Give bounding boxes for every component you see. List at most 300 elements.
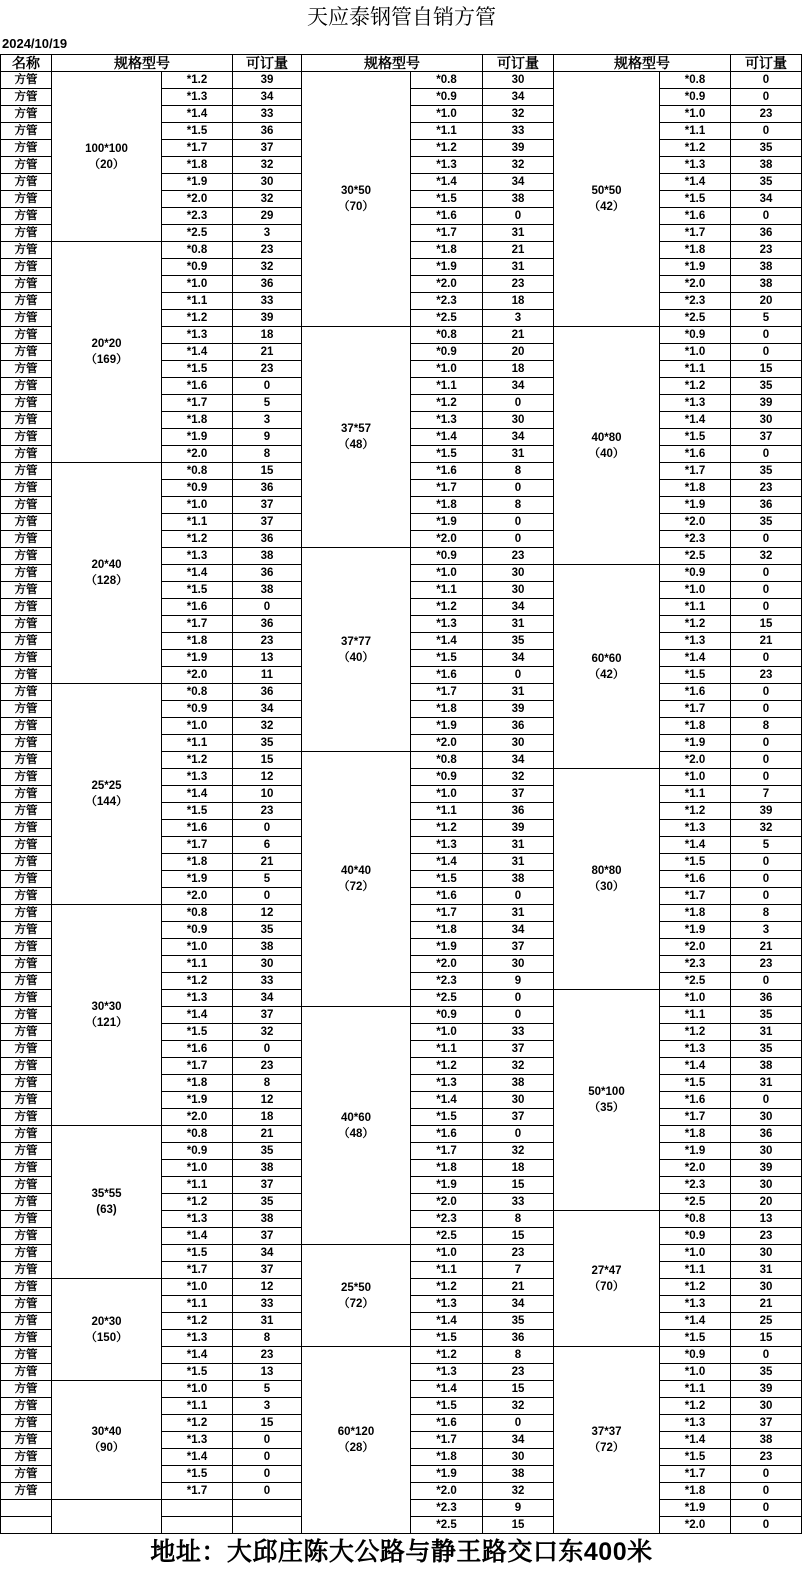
spec-size: 80*80: [591, 865, 622, 877]
row-name-cell: 方管: [1, 242, 52, 259]
thickness-cell: *1.0: [162, 497, 233, 514]
quantity-cell: 8: [483, 1211, 554, 1228]
spec-size: 50*50: [591, 185, 622, 197]
spec-group-cell: [52, 72, 162, 242]
quantity-cell: 15: [483, 1517, 554, 1534]
row-name-cell: 方管: [1, 803, 52, 820]
quantity-cell: 21: [233, 1126, 302, 1143]
thickness-cell: *2.0: [411, 956, 483, 973]
quantity-cell: 37: [233, 1228, 302, 1245]
quantity-cell: 3: [233, 225, 302, 242]
quantity-cell: 34: [483, 922, 554, 939]
spec-size: 25*25: [91, 780, 122, 792]
thickness-cell: *1.3: [660, 1296, 731, 1313]
quantity-cell: 30: [483, 1449, 554, 1466]
spec-size: 50*100: [588, 1086, 625, 1098]
thickness-cell: *1.5: [162, 1364, 233, 1381]
row-name-cell: 方管: [1, 1432, 52, 1449]
row-name-cell: 方管: [1, 1160, 52, 1177]
quantity-cell: 31: [483, 905, 554, 922]
thickness-cell: *0.9: [411, 344, 483, 361]
quantity-cell: 35: [731, 378, 802, 395]
quantity-cell: 32: [233, 191, 302, 208]
thickness-cell: *1.1: [411, 582, 483, 599]
quantity-cell: 30: [731, 412, 802, 429]
quantity-cell: 34: [731, 191, 802, 208]
thickness-cell: *1.5: [162, 582, 233, 599]
quantity-cell: 0: [731, 871, 802, 888]
quantity-cell: 0: [483, 480, 554, 497]
quantity-cell: 39: [483, 820, 554, 837]
row-name-cell: 方管: [1, 616, 52, 633]
thickness-cell: *1.6: [411, 888, 483, 905]
thickness-cell: *1.9: [162, 174, 233, 191]
quantity-cell: 37: [233, 514, 302, 531]
thickness-cell: *1.1: [411, 803, 483, 820]
spec-group-cell: [554, 1211, 660, 1347]
thickness-cell: *1.6: [660, 446, 731, 463]
row-name-cell: 方管: [1, 1143, 52, 1160]
quantity-cell: 36: [731, 225, 802, 242]
thickness-cell: *1.3: [162, 548, 233, 565]
quantity-cell: 36: [233, 480, 302, 497]
quantity-cell: 0: [731, 1466, 802, 1483]
row-name-cell: 方管: [1, 1194, 52, 1211]
quantity-cell: 8: [483, 1347, 554, 1364]
thickness-cell: *1.1: [411, 1262, 483, 1279]
quantity-cell: 38: [731, 259, 802, 276]
spec-size: 20*30: [91, 1315, 122, 1328]
quantity-cell: 36: [731, 990, 802, 1007]
quantity-cell: 32: [483, 769, 554, 786]
thickness-cell: *1.6: [162, 820, 233, 837]
thickness-cell: *0.8: [162, 905, 233, 922]
quantity-cell: 0: [731, 208, 802, 225]
thickness-cell: *1.7: [660, 888, 731, 905]
row-name-cell: 方管: [1, 1211, 52, 1228]
quantity-cell: 0: [483, 1415, 554, 1432]
thickness-cell: *1.9: [411, 259, 483, 276]
quantity-cell: 34: [233, 89, 302, 106]
spec-size: 40*60: [340, 1111, 372, 1124]
quantity-cell: 39: [731, 803, 802, 820]
quantity-cell: 3: [483, 310, 554, 327]
quantity-cell: 32: [483, 106, 554, 123]
row-name-cell: 方管: [1, 378, 52, 395]
thickness-cell: *1.4: [411, 1313, 483, 1330]
quantity-cell: 0: [731, 701, 802, 718]
thickness-cell: *0.9: [162, 922, 233, 939]
quantity-cell: 32: [483, 1398, 554, 1415]
quantity-cell: 21: [483, 327, 554, 344]
row-name-cell: 方管: [1, 1058, 52, 1075]
row-name-cell: 方管: [1, 140, 52, 157]
thickness-cell: *1.1: [411, 1041, 483, 1058]
thickness-cell: *1.6: [162, 599, 233, 616]
thickness-cell: *0.9: [411, 1007, 483, 1024]
quantity-cell: 3: [233, 412, 302, 429]
thickness-cell: *0.8: [411, 752, 483, 769]
header-qty: 可订量: [483, 55, 554, 72]
quantity-cell: 38: [233, 582, 302, 599]
quantity-cell: 15: [483, 1177, 554, 1194]
thickness-cell: *1.3: [660, 395, 731, 412]
row-name-cell: 方管: [1, 1415, 52, 1432]
thickness-cell: *1.7: [411, 1143, 483, 1160]
quantity-cell: 39: [233, 72, 302, 89]
thickness-cell: *1.1: [660, 123, 731, 140]
thickness-cell: *1.1: [162, 735, 233, 752]
thickness-cell: *2.0: [162, 446, 233, 463]
thickness-cell: *2.5: [411, 1228, 483, 1245]
quantity-cell: 30: [731, 1398, 802, 1415]
quantity-cell: 32: [233, 718, 302, 735]
thickness-cell: *1.5: [411, 446, 483, 463]
quantity-cell: 23: [233, 633, 302, 650]
quantity-cell: 8: [233, 1330, 302, 1347]
quantity-cell: 21: [731, 939, 802, 956]
thickness-cell: *1.0: [162, 1160, 233, 1177]
spec-total: （48）: [338, 1127, 374, 1140]
quantity-cell: 21: [233, 854, 302, 871]
thickness-cell: *2.0: [660, 514, 731, 531]
thickness-cell: *2.3: [660, 1177, 731, 1194]
spec-total: （42）: [588, 201, 625, 213]
thickness-cell: *0.9: [411, 769, 483, 786]
quantity-cell: 34: [233, 990, 302, 1007]
quantity-cell: 0: [731, 888, 802, 905]
thickness-cell: *1.0: [162, 1279, 233, 1296]
quantity-cell: 39: [483, 701, 554, 718]
quantity-cell: 31: [483, 684, 554, 701]
thickness-cell: *0.9: [660, 327, 731, 344]
thickness-cell: *1.0: [162, 276, 233, 293]
row-name-cell: 方管: [1, 1075, 52, 1092]
quantity-cell: 10: [233, 786, 302, 803]
spec-group-cell: [554, 990, 660, 1211]
thickness-cell: *1.8: [162, 854, 233, 871]
row-name-cell: 方管: [1, 990, 52, 1007]
thickness-cell: *1.3: [411, 616, 483, 633]
quantity-cell: 0: [731, 89, 802, 106]
thickness-cell: *2.5: [411, 990, 483, 1007]
row-name-cell: 方管: [1, 1296, 52, 1313]
row-name-cell: 方管: [1, 497, 52, 514]
thickness-cell: *1.0: [411, 1245, 483, 1262]
thickness-cell: *1.3: [411, 412, 483, 429]
quantity-cell: 33: [483, 1194, 554, 1211]
quantity-cell: 30: [483, 1092, 554, 1109]
quantity-cell: 15: [233, 1415, 302, 1432]
quantity-cell: 12: [233, 1092, 302, 1109]
quantity-cell: 32: [483, 1483, 554, 1500]
thickness-cell: *1.9: [162, 1092, 233, 1109]
quantity-cell: 37: [483, 939, 554, 956]
quantity-cell: 0: [731, 1092, 802, 1109]
quantity-cell: [233, 1500, 302, 1517]
thickness-cell: *0.9: [162, 259, 233, 276]
quantity-cell: 15: [731, 616, 802, 633]
thickness-cell: *1.5: [411, 650, 483, 667]
quantity-cell: 23: [233, 1347, 302, 1364]
quantity-cell: 15: [483, 1381, 554, 1398]
row-name-cell: 方管: [1, 973, 52, 990]
thickness-cell: *0.8: [660, 72, 731, 89]
row-name-cell: 方管: [1, 1177, 52, 1194]
stock-table-body: [1, 55, 802, 1534]
header-spec: 规格型号: [302, 55, 483, 72]
row-name-cell: 方管: [1, 786, 52, 803]
thickness-cell: *0.9: [660, 1228, 731, 1245]
thickness-cell: *2.5: [411, 1517, 483, 1534]
row-name-cell: 方管: [1, 1262, 52, 1279]
quantity-cell: 23: [731, 242, 802, 259]
spec-total: （40）: [588, 447, 625, 460]
thickness-cell: *0.8: [660, 1211, 731, 1228]
quantity-cell: 21: [731, 1296, 802, 1313]
quantity-cell: [233, 1517, 302, 1534]
thickness-cell: *1.4: [660, 174, 731, 191]
quantity-cell: 0: [233, 820, 302, 837]
thickness-cell: *1.1: [660, 786, 731, 803]
quantity-cell: 31: [483, 854, 554, 871]
thickness-cell: *1.3: [411, 1364, 483, 1381]
quantity-cell: 13: [233, 1364, 302, 1381]
thickness-cell: *1.3: [411, 837, 483, 854]
thickness-cell: *0.8: [411, 327, 483, 344]
thickness-cell: *1.3: [660, 633, 731, 650]
thickness-cell: *1.3: [162, 327, 233, 344]
quantity-cell: 0: [731, 752, 802, 769]
quantity-cell: 36: [483, 1330, 554, 1347]
spec-size: 20*40: [91, 559, 122, 571]
quantity-cell: 0: [731, 650, 802, 667]
quantity-cell: 35: [731, 463, 802, 480]
thickness-cell: *1.2: [660, 378, 731, 395]
thickness-cell: *1.7: [162, 1262, 233, 1279]
quantity-cell: 0: [731, 854, 802, 871]
thickness-cell: *2.3: [411, 1500, 483, 1517]
quantity-cell: 25: [731, 1313, 802, 1330]
thickness-cell: *2.0: [162, 1109, 233, 1126]
thickness-cell: *1.6: [411, 208, 483, 225]
spec-group-cell: [302, 1347, 411, 1534]
quantity-cell: 6: [233, 837, 302, 854]
thickness-cell: *1.1: [162, 293, 233, 310]
spec-group-cell: [302, 72, 411, 327]
thickness-cell: *1.5: [162, 1024, 233, 1041]
thickness-cell: *1.0: [162, 718, 233, 735]
row-name-cell: 方管: [1, 463, 52, 480]
row-name-cell: 方管: [1, 157, 52, 174]
quantity-cell: 33: [233, 106, 302, 123]
thickness-cell: *1.0: [660, 106, 731, 123]
spec-group-cell: [302, 752, 411, 1007]
thickness-cell: *0.9: [660, 89, 731, 106]
quantity-cell: 36: [233, 276, 302, 293]
spec-total: （48）: [338, 439, 374, 451]
thickness-cell: *2.0: [162, 888, 233, 905]
quantity-cell: 15: [731, 1330, 802, 1347]
thickness-cell: *1.0: [411, 786, 483, 803]
quantity-cell: 34: [483, 429, 554, 446]
quantity-cell: 32: [731, 820, 802, 837]
date-label: 2024/10/19: [2, 36, 68, 51]
thickness-cell: *1.3: [411, 157, 483, 174]
quantity-cell: 23: [483, 548, 554, 565]
quantity-cell: 0: [731, 769, 802, 786]
thickness-cell: *2.3: [411, 973, 483, 990]
spec-size: 60*60: [591, 652, 622, 665]
thickness-cell: *1.0: [660, 1364, 731, 1381]
thickness-cell: *1.2: [660, 140, 731, 157]
row-name-cell: 方管: [1, 514, 52, 531]
quantity-cell: 0: [233, 1449, 302, 1466]
thickness-cell: *1.9: [660, 1500, 731, 1517]
quantity-cell: 33: [233, 293, 302, 310]
thickness-cell: *1.4: [660, 1432, 731, 1449]
thickness-cell: *1.1: [162, 1398, 233, 1415]
thickness-cell: *1.9: [411, 1466, 483, 1483]
quantity-cell: 18: [233, 327, 302, 344]
thickness-cell: *1.0: [660, 582, 731, 599]
spec-size: 60*120: [337, 1426, 375, 1438]
thickness-cell: *0.9: [411, 89, 483, 106]
thickness-cell: *1.9: [411, 514, 483, 531]
quantity-cell: 20: [731, 293, 802, 310]
thickness-cell: *1.4: [411, 633, 483, 650]
row-name-cell: 方管: [1, 1364, 52, 1381]
quantity-cell: 33: [233, 1296, 302, 1313]
row-name-cell: 方管: [1, 327, 52, 344]
thickness-cell: *0.8: [162, 1126, 233, 1143]
thickness-cell: *1.6: [660, 1092, 731, 1109]
thickness-cell: *1.8: [162, 157, 233, 174]
spec-total: （30）: [588, 881, 625, 893]
thickness-cell: *1.2: [660, 616, 731, 633]
row-name-cell: 方管: [1, 769, 52, 786]
thickness-cell: *0.9: [660, 1347, 731, 1364]
quantity-cell: 35: [233, 1194, 302, 1211]
spec-size: 40*40: [340, 865, 372, 877]
quantity-cell: 36: [233, 565, 302, 582]
quantity-cell: 7: [483, 1262, 554, 1279]
quantity-cell: 0: [731, 531, 802, 548]
thickness-cell: *1.2: [660, 1279, 731, 1296]
quantity-cell: 0: [731, 327, 802, 344]
spec-size: 30*50: [340, 185, 372, 197]
header-name: 名称: [1, 55, 52, 72]
thickness-cell: *1.2: [411, 395, 483, 412]
quantity-cell: 0: [483, 208, 554, 225]
quantity-cell: 9: [483, 1500, 554, 1517]
thickness-cell: *1.5: [162, 361, 233, 378]
thickness-cell: *0.8: [162, 463, 233, 480]
spec-group-cell: [52, 242, 162, 463]
quantity-cell: 37: [233, 1007, 302, 1024]
quantity-cell: 36: [233, 616, 302, 633]
row-name-cell: 方管: [1, 174, 52, 191]
quantity-cell: 11: [233, 667, 302, 684]
row-name-cell: 方管: [1, 106, 52, 123]
header-spec: 规格型号: [554, 55, 731, 72]
thickness-cell: *1.0: [660, 344, 731, 361]
thickness-cell: *1.1: [162, 514, 233, 531]
spec-group-cell: [302, 1007, 411, 1245]
thickness-cell: *1.5: [162, 123, 233, 140]
quantity-cell: 35: [233, 1143, 302, 1160]
row-name-cell: 方管: [1, 259, 52, 276]
thickness-cell: *1.4: [660, 837, 731, 854]
thickness-cell: *1.3: [162, 1330, 233, 1347]
thickness-cell: *1.0: [411, 1024, 483, 1041]
thickness-cell: *1.8: [411, 242, 483, 259]
thickness-cell: *1.8: [660, 718, 731, 735]
quantity-cell: 31: [731, 1024, 802, 1041]
quantity-cell: 0: [731, 1483, 802, 1500]
quantity-cell: 34: [483, 650, 554, 667]
row-name-cell: [1, 1517, 52, 1534]
thickness-cell: *0.9: [660, 565, 731, 582]
row-name-cell: 方管: [1, 888, 52, 905]
spec-total: （90）: [88, 1442, 125, 1454]
row-name-cell: 方管: [1, 1279, 52, 1296]
thickness-cell: *1.5: [660, 1075, 731, 1092]
stock-table: [0, 54, 802, 1534]
thickness-cell: *2.5: [411, 310, 483, 327]
thickness-cell: *1.7: [660, 701, 731, 718]
thickness-cell: *1.1: [411, 378, 483, 395]
thickness-cell: *2.5: [660, 548, 731, 565]
thickness-cell: *1.5: [660, 1449, 731, 1466]
quantity-cell: 30: [731, 1177, 802, 1194]
row-name-cell: 方管: [1, 1313, 52, 1330]
thickness-cell: *1.9: [660, 1143, 731, 1160]
spec-size: 27*47: [591, 1264, 622, 1277]
header-qty: 可订量: [233, 55, 302, 72]
quantity-cell: 12: [233, 1279, 302, 1296]
quantity-cell: 23: [233, 242, 302, 259]
quantity-cell: 30: [483, 956, 554, 973]
thickness-cell: *1.2: [411, 1058, 483, 1075]
quantity-cell: 20: [483, 344, 554, 361]
stock-table-container: [0, 54, 802, 1534]
thickness-cell: *1.4: [162, 1449, 233, 1466]
thickness-cell: *2.0: [411, 531, 483, 548]
quantity-cell: 35: [731, 140, 802, 157]
thickness-cell: *2.0: [411, 735, 483, 752]
thickness-cell: *1.7: [660, 1466, 731, 1483]
quantity-cell: 32: [233, 259, 302, 276]
quantity-cell: 36: [233, 123, 302, 140]
spec-group-cell: [302, 1245, 411, 1347]
quantity-cell: 23: [731, 667, 802, 684]
quantity-cell: 5: [233, 1381, 302, 1398]
thickness-cell: *1.2: [162, 1313, 233, 1330]
spec-total: （128）: [85, 575, 128, 587]
spec-group-cell: [52, 1500, 162, 1534]
row-name-cell: 方管: [1, 1228, 52, 1245]
thickness-cell: *2.0: [660, 752, 731, 769]
spec-group-cell: [554, 72, 660, 327]
thickness-cell: *1.3: [411, 1075, 483, 1092]
quantity-cell: 34: [483, 89, 554, 106]
quantity-cell: 33: [233, 973, 302, 990]
thickness-cell: *1.4: [162, 106, 233, 123]
row-name-cell: 方管: [1, 395, 52, 412]
quantity-cell: 8: [731, 718, 802, 735]
thickness-cell: *1.7: [411, 225, 483, 242]
